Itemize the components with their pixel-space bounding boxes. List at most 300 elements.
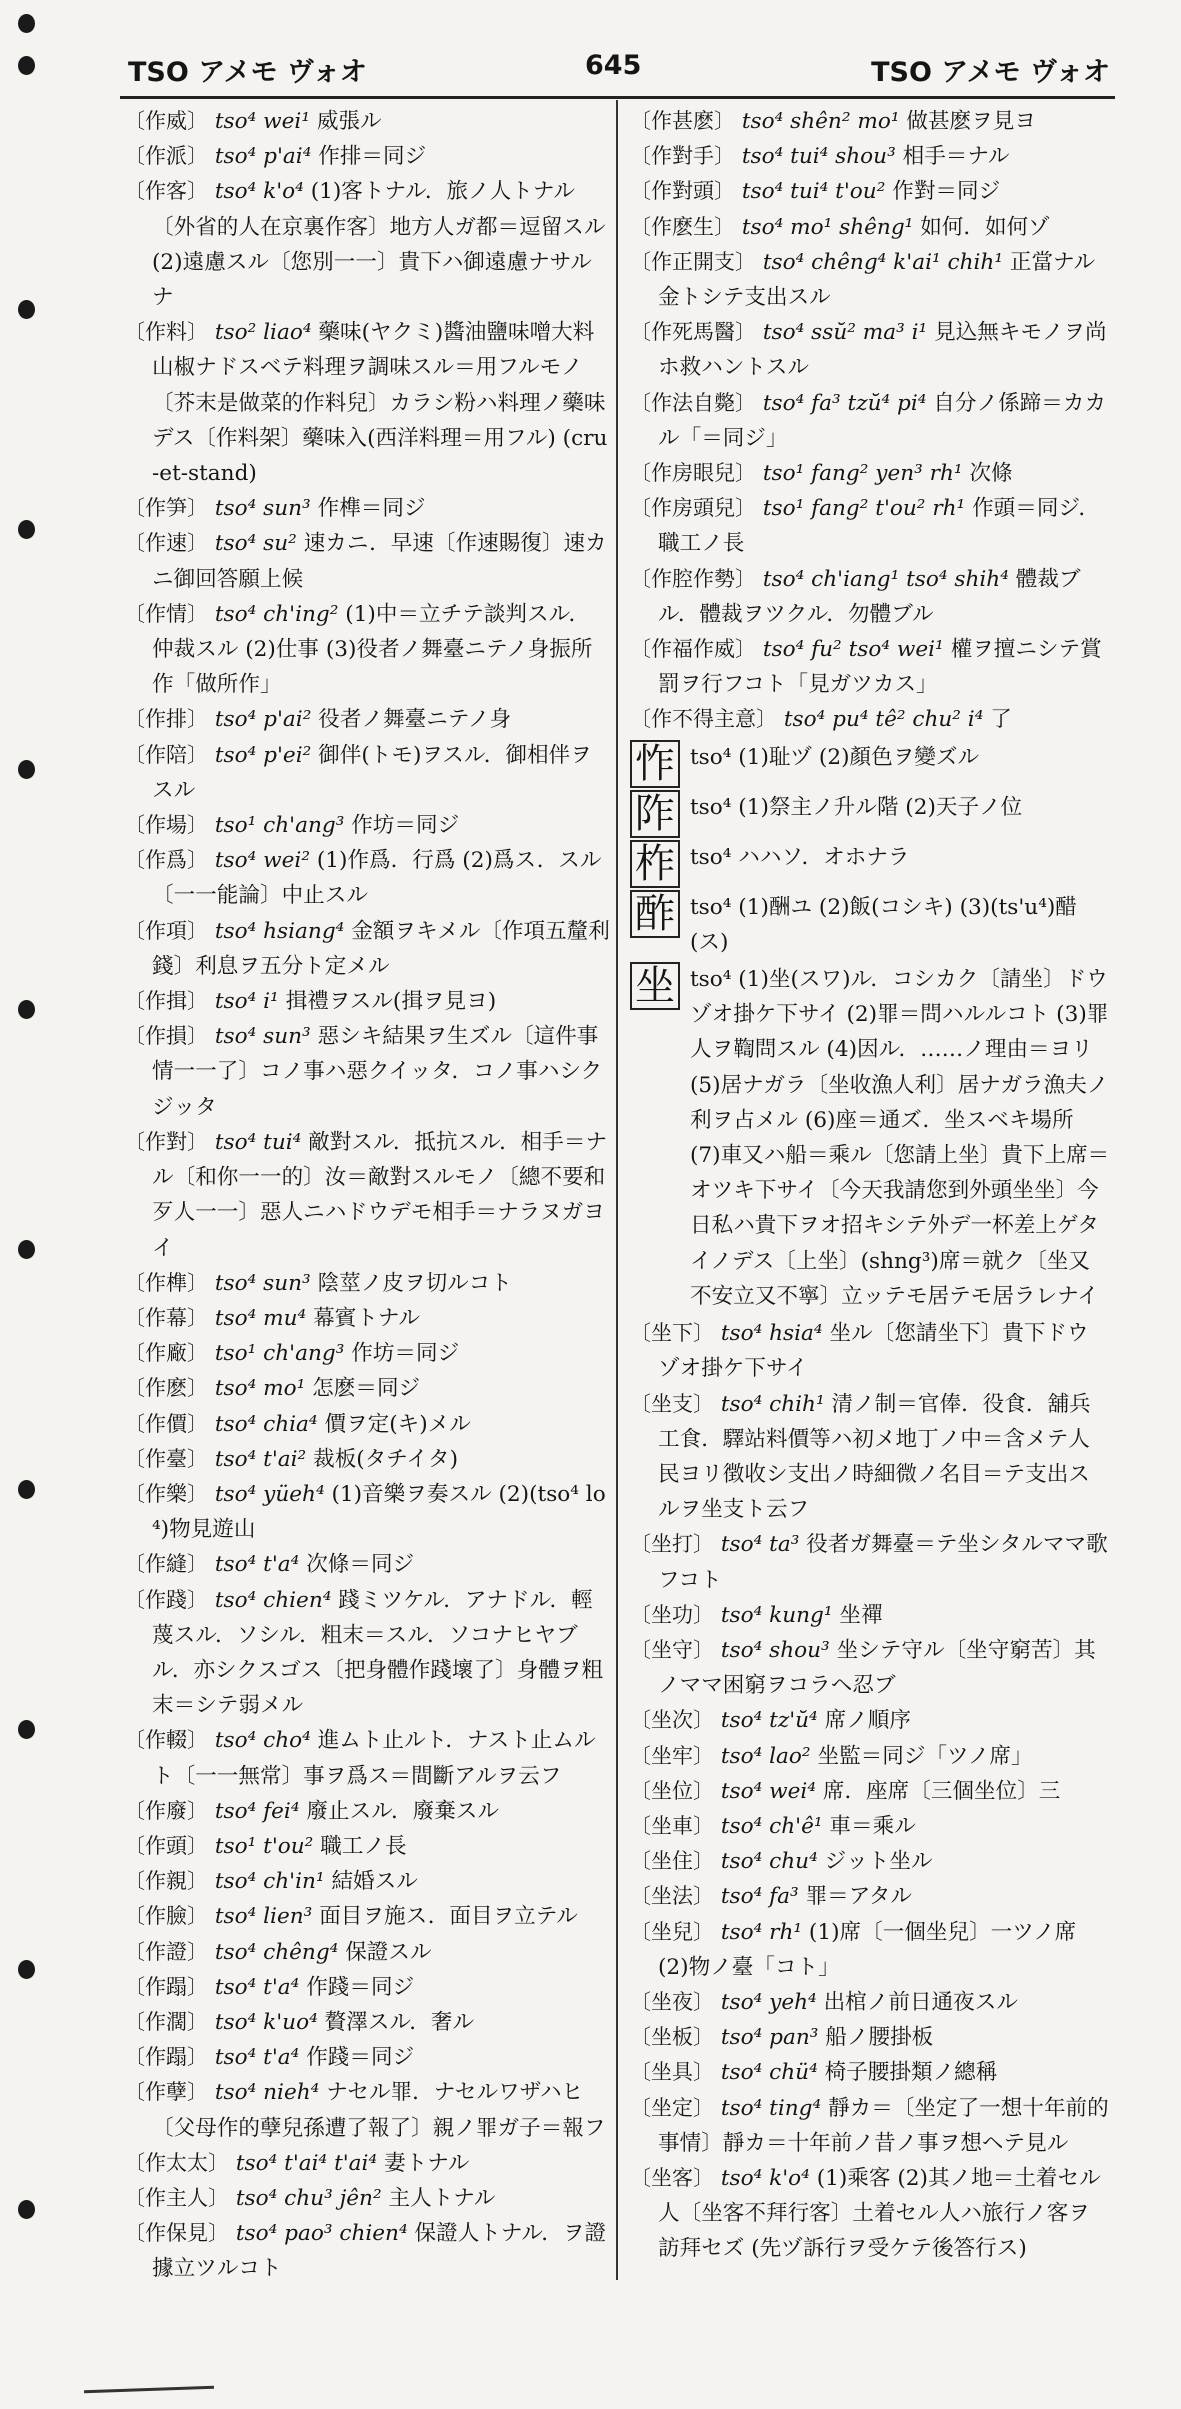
entry-definition: 坐監＝同ジ「ツノ席」 [817, 1743, 1033, 1769]
dictionary-entry [630, 210, 1110, 245]
entry-definition: 廢止スル．廢棄スル [306, 1798, 499, 1824]
entry-romanization: tso⁴ sun³ [214, 1024, 311, 1050]
dictionary-entry [630, 1739, 1110, 1774]
dictionary-entry [124, 1336, 610, 1371]
entry-romanization: tso⁴ nieh⁴ [214, 2080, 320, 2106]
entry-headword: 〔作輟〕 [124, 1728, 208, 1753]
entry-headword: 〔作樂〕 [124, 1481, 208, 1506]
entry-headword: 〔坐具〕 [630, 2060, 714, 2085]
entry-headword: 〔作廠〕 [124, 1341, 208, 1366]
binding-holes [0, 0, 56, 2409]
entry-romanization: tso⁴ chu³ jên² [235, 2185, 382, 2211]
entry-definition: 作踐＝同ジ [306, 2045, 415, 2071]
entry-definition: 車＝乘ル [829, 1813, 916, 1839]
entry-romanization: tso⁴ pu⁴ tê² chu² i⁴ [783, 707, 984, 733]
dictionary-entry [124, 1301, 610, 1336]
header-left: TSO アメモ ヴォオ [128, 57, 367, 88]
entry-romanization: tso⁴ t'a⁴ [214, 1974, 300, 2000]
entry-romanization: tso¹ fang² t'ou² rh¹ [762, 496, 966, 522]
entry-headword: 〔坐打〕 [630, 1532, 714, 1557]
dictionary-entry [124, 2040, 610, 2075]
entry-headword: 〔作爲〕 [124, 848, 208, 873]
entry-headword: 〔作場〕 [124, 813, 208, 838]
binding-hole [18, 1720, 35, 1739]
entry-romanization: tso⁴ chêng⁴ k'ai¹ chih¹ [762, 249, 1003, 275]
dictionary-entry [124, 808, 610, 843]
entry-definition: 正當ナル金トシテ支出スル [658, 249, 1096, 311]
entry-definition: 席ノ順序 [824, 1708, 911, 1734]
entry-definition: 體裁ブル．體裁ヲツクル．勿體ブル [658, 566, 1081, 627]
page-number: 645 [585, 50, 642, 81]
dictionary-entry [124, 1407, 610, 1442]
dictionary-entry [124, 1794, 610, 1829]
character-entry [630, 962, 1110, 1314]
dictionary-entry [124, 1899, 610, 1934]
dictionary-entry [630, 632, 1110, 702]
entry-romanization: tso⁴ pao³ chien⁴ [235, 2221, 408, 2247]
entry-definition: 職工ノ長 [320, 1833, 407, 1859]
entry-romanization: tso⁴ tui⁴ shou³ [741, 144, 896, 170]
dictionary-entry [124, 843, 610, 913]
entry-romanization: tso⁴ chia⁴ [214, 1411, 318, 1437]
entry-romanization: tso⁴ wei¹ [214, 109, 310, 134]
left-column [124, 104, 610, 2287]
page-header [120, 42, 1110, 94]
dictionary-entry [124, 738, 610, 808]
dictionary-entry [630, 1809, 1110, 1844]
dictionary-entry [630, 2091, 1110, 2161]
entry-headword: 〔作親〕 [124, 1869, 208, 1894]
dictionary-entry [124, 1864, 610, 1899]
entry-romanization: tso⁴ pan³ [720, 2025, 819, 2051]
entry-headword: 〔作法自斃〕 [630, 390, 756, 415]
entry-headword: 〔作對頭〕 [630, 179, 735, 204]
entry-definition: 靜カ＝〔坐定了一想十年前的事情〕靜カ＝十年前ノ昔ノ事ヲ想ヘテ見ル [658, 2095, 1109, 2156]
dictionary-entry [630, 1316, 1110, 1386]
entry-definition: 保證人トナル．ヲ證據立ツルコト [152, 2221, 607, 2282]
entry-headword: 〔作榫〕 [124, 1270, 208, 1295]
dictionary-entry [630, 1915, 1110, 1985]
entry-romanization: tso⁴ ch'in¹ [214, 1869, 325, 1895]
entry-definition: 威張ル [316, 109, 382, 134]
entry-definition: 裁板(タチイタ) [313, 1446, 458, 1472]
entry-headword: 〔作對手〕 [630, 144, 735, 169]
dictionary-entry [630, 315, 1110, 385]
entry-headword: 〔作項〕 [124, 918, 208, 943]
dictionary-entry [124, 1970, 610, 2005]
entry-headword: 〔作幕〕 [124, 1305, 208, 1330]
entry-definition: 藥味(ヤクミ)醬油鹽味噌大料山椒ナドスベテ料理ヲ調味スル＝用フルモノ〔芥末是做菜的作料兒〕カラシ粉ハ料理ノ藥味デス〔作料架〕藥味入(西洋料理＝用フル) (cru-et-stand) [152, 320, 608, 487]
entry-headword: 〔作死馬醫〕 [630, 320, 756, 345]
header-right: TSO アメモ ヴォオ [871, 57, 1110, 88]
entry-definition: 作坊＝同ジ [351, 813, 460, 839]
entry-definition: 御伴(トモ)ヲスル．御相伴ヲスル [152, 742, 592, 803]
dictionary-entry [630, 1387, 1110, 1528]
dictionary-entry [124, 1547, 610, 1582]
character-headword: 怍 [630, 740, 680, 788]
entry-headword: 〔作甚麽〕 [630, 109, 735, 133]
dictionary-entry [124, 702, 610, 737]
entry-definition: 役者ノ舞臺ニテノ身 [318, 707, 512, 733]
entry-definition: 役者ガ舞臺＝テ坐シタルママ歌フコト [658, 1532, 1108, 1593]
entry-definition: 如何．如何ゾ [920, 214, 1050, 240]
entry-headword: 〔作價〕 [124, 1411, 208, 1436]
dictionary-entry [124, 1829, 610, 1864]
entry-definition: 罪＝アタル [805, 1884, 913, 1910]
entry-headword: 〔作對〕 [124, 1129, 208, 1154]
entry-headword: 〔作料〕 [124, 320, 208, 345]
entry-headword: 〔坐位〕 [630, 1778, 714, 1803]
entry-romanization: tso² liao⁴ [214, 320, 312, 346]
entry-romanization: tso⁴ p'ai² [214, 707, 312, 733]
entry-definition: 保證スル [345, 1939, 432, 1965]
dictionary-entry [124, 1477, 610, 1547]
entry-romanization: tso⁴ lien³ [214, 1904, 313, 1930]
binding-hole [18, 1000, 35, 1019]
entry-headword: 〔作頭〕 [124, 1833, 208, 1858]
entry-definition: 惡シキ結果ヲ生ズル〔這件事情一一了〕コノ事ハ惡クイッタ．コノ事ハシクジッタ [152, 1024, 603, 1120]
entry-romanization: tso⁴ p'ai⁴ [214, 144, 312, 170]
entry-headword: 〔作腔作勢〕 [630, 566, 756, 591]
entry-headword: 〔作正開支〕 [630, 249, 756, 274]
entry-definition: 做甚麽ヲ見ヨ [906, 109, 1036, 134]
entry-definition: (1)中＝立チテ談判スル．仲裁スル (2)仕事 (3)役者ノ舞臺ニテノ身振所作「做所作」 [152, 601, 593, 698]
entry-definition: 清ノ制＝官俸．役食．舖兵工食．驛站料價等ハ初メ地丁ノ中＝含メテ人民ヨリ徴收シ支出ノ時細微ノ名目＝テ支出スルヲ坐支ト云フ [658, 1391, 1091, 1523]
entry-headword: 〔作麽〕 [124, 1376, 208, 1401]
entry-romanization: tso⁴ mu⁴ [214, 1305, 307, 1331]
character-entry [630, 790, 1110, 838]
right-column-entries-after [630, 1316, 1110, 2266]
dictionary-entry [124, 174, 610, 315]
entry-headword: 〔作證〕 [124, 1939, 208, 1964]
entry-definition: 價ヲ定(キ)メル [324, 1411, 471, 1437]
character-definition: tso⁴ (1)坐(スワ)ル．コシカク〔請坐〕ドウゾオ掛ケ下サイ (2)罪＝問ハルルコト (3)罪人ヲ鞫問スル (4)因ル．……ノ理由＝ヨリ (5)居ナガラ〔坐收漁人利〕居ナガラ漁夫ノ利ヲ占メル (6)座＝通ズ．坐スベキ場所 (7)車又ハ船＝乘ル〔您請上坐〕貴下上席＝オツキ下サイ〔今天我請您到外頭坐坐〕今日私ハ貴下ヲオ招キシテ外デ一杯差上ゲタイノデス〔上坐〕(shng³)席＝就ク〔坐又不安立又不寧〕立ッテモ居テモ居ラレナイ [690, 967, 1110, 1309]
binding-hole [18, 2200, 35, 2219]
character-entry [630, 740, 1110, 788]
character-definition: tso⁴ ハハソ．オホナラ [690, 844, 910, 870]
binding-hole [18, 760, 35, 779]
entry-definition: (1)作爲．行爲 (2)爲ス．スル〔一一能論〕中止スル [152, 848, 602, 909]
entry-romanization: tso⁴ tui⁴ t'ou² [741, 179, 886, 205]
entry-romanization: tso⁴ t'a⁴ [214, 2045, 300, 2071]
entry-headword: 〔作麽生〕 [630, 214, 735, 239]
binding-hole [18, 1960, 35, 1979]
entry-headword: 〔作情〕 [124, 601, 208, 626]
entry-definition: 陰莖ノ皮ヲ切ルコト [317, 1270, 512, 1296]
dictionary-entry [124, 2216, 610, 2286]
entry-romanization: tso⁴ chu⁴ [720, 1849, 818, 1875]
entry-definition: (1)乘客 (2)其ノ地＝土着セル人〔坐客不拜行客〕土着セル人ハ旅行ノ客ヲ訪拜セズ (先ヅ訴行ヲ受ケテ後答行ス) [658, 2165, 1101, 2262]
entry-romanization: tso⁴ tz'ŭ⁴ [720, 1708, 818, 1734]
entry-romanization: tso⁴ fei⁴ [214, 1798, 300, 1824]
entry-headword: 〔坐兒〕 [630, 1919, 714, 1944]
entry-romanization: tso⁴ ssŭ² ma³ i¹ [762, 320, 928, 346]
dictionary-entry [630, 2020, 1110, 2055]
entry-definition: 結婚スル [331, 1869, 418, 1895]
binding-hole [18, 56, 35, 75]
entry-romanization: tso¹ ch'ang³ [214, 1341, 345, 1367]
entry-definition: 坐ル〔您請坐下〕貴下ドウゾオ掛ケ下サイ [658, 1321, 1089, 1382]
entry-romanization: tso⁴ mo¹ [214, 1376, 306, 1402]
entry-romanization: tso⁴ fa³ tzŭ⁴ pi⁴ [762, 390, 927, 416]
entry-romanization: tso⁴ chien⁴ [214, 1587, 332, 1613]
dictionary-entry [124, 2146, 610, 2181]
dictionary-entry [124, 2075, 610, 2145]
entry-romanization: tso⁴ ch'ing² [214, 601, 339, 627]
entry-headword: 〔作排〕 [124, 707, 208, 732]
entry-definition: (1)客トナル．旅ノ人トナル〔外省的人在京裏作客〕地方人ガ都＝逗留スル (2)遠慮スル〔您別一一〕貴下ハ御遠慮ナサルナ [152, 179, 606, 311]
character-entry [630, 890, 1110, 960]
entry-romanization: tso⁴ ta³ [720, 1532, 800, 1558]
entry-romanization: tso⁴ shou³ [720, 1637, 830, 1663]
entry-headword: 〔坐次〕 [630, 1708, 714, 1733]
entry-headword: 〔坐支〕 [630, 1391, 714, 1416]
dictionary-entry [124, 104, 610, 139]
dictionary-entry [124, 1266, 610, 1301]
entry-romanization: tso¹ fang² yen³ rh¹ [762, 461, 963, 487]
entry-definition: ジット坐ル [824, 1849, 933, 1875]
dictionary-entry [124, 2005, 610, 2040]
entry-romanization: tso⁴ t'ai⁴ t'ai⁴ [235, 2150, 378, 2176]
entry-romanization: tso⁴ su² [214, 531, 297, 557]
dictionary-entry [630, 491, 1110, 561]
dictionary-entry [630, 702, 1110, 737]
entry-headword: 〔作損〕 [124, 1024, 208, 1049]
dictionary-entry [124, 597, 610, 703]
binding-hole [18, 520, 35, 539]
entry-definition: 贅澤スル．奢ル [324, 2009, 475, 2035]
character-headword: 柞 [630, 840, 680, 888]
entry-definition: 金額ヲキメル〔作項五釐利錢〕利息ヲ五分ト定メル [152, 918, 610, 979]
entry-definition: 主人トナル [388, 2185, 496, 2211]
entry-headword: 〔作笋〕 [124, 496, 208, 521]
entry-headword: 〔作不得主意〕 [630, 707, 777, 732]
entry-headword: 〔坐住〕 [630, 1849, 714, 1874]
entry-headword: 〔作濶〕 [124, 2009, 208, 2034]
dictionary-entry [124, 984, 610, 1019]
entry-definition: 出棺ノ前日通夜スル [823, 1989, 1018, 2015]
entry-definition: 船ノ腰掛板 [825, 2025, 934, 2051]
entry-definition: ナセル罪．ナセルワザハヒ〔父母作的孽兒孫遭了報了〕親ノ罪ガ子＝報フ [152, 2080, 606, 2141]
entry-headword: 〔作陪〕 [124, 742, 208, 767]
entry-romanization: tso⁴ chih¹ [720, 1391, 825, 1417]
binding-hole [18, 1240, 35, 1259]
entry-romanization: tso⁴ k'o⁴ [214, 179, 304, 205]
entry-headword: 〔坐客〕 [630, 2165, 714, 2190]
entry-romanization: tso⁴ wei² [214, 848, 310, 874]
entry-headword: 〔坐夜〕 [630, 1989, 714, 2014]
entry-headword: 〔作廢〕 [124, 1798, 208, 1823]
right-column [630, 104, 1110, 2267]
entry-definition: 面目ヲ施ス．面目ヲ立テル [319, 1904, 578, 1930]
dictionary-entry [630, 104, 1110, 139]
entry-romanization: tso⁴ t'a⁴ [214, 1552, 300, 1578]
entry-definition: 敵對スル．抵抗スル．相手＝ナル〔和你一一的〕汝＝敵對スルモノ〔總不要和歹人一一〕惡人ニハドウデモ相手＝ナラヌガヨイ [152, 1129, 608, 1261]
entry-headword: 〔作速〕 [124, 531, 208, 556]
dictionary-entry [630, 1527, 1110, 1597]
entry-definition: 次條 [969, 461, 1013, 487]
entry-romanization: tso⁴ chêng⁴ [214, 1939, 339, 1965]
entry-headword: 〔作派〕 [124, 144, 208, 169]
entry-definition: 進ムト止ルト．ナスト止ムルト〔一一無常〕事ヲ爲ス＝間斷アルヲ云フ [152, 1728, 596, 1789]
entry-romanization: tso⁴ yüeh⁴ [214, 1481, 325, 1507]
entry-romanization: tso⁴ shên² mo¹ [741, 109, 900, 134]
entry-romanization: tso⁴ fa³ [720, 1884, 799, 1910]
dictionary-entry [124, 1583, 610, 1724]
entry-headword: 〔作保見〕 [124, 2221, 229, 2246]
entry-romanization: tso⁴ tui⁴ [214, 1129, 302, 1155]
entry-definition: 妻トナル [384, 2150, 470, 2176]
dictionary-entry [630, 386, 1110, 456]
entry-headword: 〔作威〕 [124, 109, 208, 133]
entry-definition: 坐シテ守ル〔坐守窮苦〕其ノママ困窮ヲコラヘ忍ブ [658, 1637, 1096, 1699]
dictionary-entry [630, 1985, 1110, 2020]
character-entry [630, 840, 1110, 888]
entry-definition: 相手＝ナル [902, 144, 1010, 170]
character-definition: tso⁴ (1)祭主ノ升ル階 (2)天子ノ位 [690, 794, 1023, 820]
entry-definition: 作排＝同ジ [318, 144, 427, 170]
binding-hole [18, 1480, 35, 1499]
entry-romanization: tso⁴ k'uo⁴ [214, 2009, 318, 2035]
entry-romanization: tso⁴ cho⁴ [214, 1728, 311, 1754]
entry-definition: 速カニ．早速〔作速賜復〕速カニ御回答願上候 [152, 531, 607, 592]
entry-definition: 權ヲ擅ニシテ賞罰ヲ行フコト「見ガツカス」 [658, 637, 1102, 698]
entry-romanization: tso⁴ hsiang⁴ [214, 918, 345, 944]
entry-definition: (1)席〔一個坐兒〕一ツノ席 (2)物ノ臺「コト」 [658, 1919, 1077, 1980]
entry-headword: 〔作臺〕 [124, 1446, 208, 1471]
dictionary-entry [124, 526, 610, 596]
dictionary-entry [630, 562, 1110, 632]
entry-romanization: tso⁴ p'ei² [214, 742, 312, 768]
entry-headword: 〔作臉〕 [124, 1904, 208, 1929]
header-rule [120, 96, 1115, 99]
entry-romanization: tso⁴ kung¹ [720, 1602, 833, 1628]
entry-headword: 〔坐功〕 [630, 1602, 714, 1627]
character-headword: 坐 [630, 962, 680, 1010]
entry-headword: 〔坐車〕 [630, 1813, 714, 1838]
dictionary-entry [630, 2161, 1110, 2267]
entry-definition: (1)音樂ヲ奏スル (2)(tso⁴ lo⁴)物見遊山 [152, 1481, 606, 1543]
entry-headword: 〔作房頭兒〕 [630, 496, 756, 521]
entry-romanization: tso⁴ hsia⁴ [720, 1321, 823, 1347]
entry-headword: 〔作蹋〕 [124, 1974, 208, 1999]
entry-definition: 席．座席〔三個坐位〕三 [822, 1778, 1061, 1804]
entry-romanization: tso⁴ fu² tso⁴ wei¹ [762, 637, 944, 663]
entry-headword: 〔坐法〕 [630, 1884, 714, 1909]
character-entries [630, 740, 1110, 1314]
entry-definition: 怎麽＝同ジ [312, 1376, 421, 1402]
binding-hole [18, 14, 35, 33]
dictionary-entry [124, 315, 610, 491]
dictionary-entry [630, 174, 1110, 209]
dictionary-entry [124, 1019, 610, 1125]
character-headword: 阼 [630, 790, 680, 838]
dictionary-entry [630, 245, 1110, 315]
entry-definition: 了 [990, 707, 1012, 733]
entry-headword: 〔作踐〕 [124, 1587, 208, 1612]
entry-romanization: tso⁴ t'ai² [214, 1446, 307, 1472]
dictionary-entry [630, 1774, 1110, 1809]
dictionary-entry [630, 1598, 1110, 1633]
entry-headword: 〔坐守〕 [630, 1637, 714, 1662]
dictionary-entry [124, 1723, 610, 1793]
entry-definition: 作榫＝同ジ [317, 496, 426, 522]
entry-romanization: tso⁴ sun³ [214, 496, 311, 522]
dictionary-entry [124, 914, 610, 984]
entry-definition: 見込無キモノヲ尚ホ救ハントスル [658, 320, 1107, 381]
entry-romanization: tso⁴ i¹ [214, 989, 279, 1015]
dictionary-entry [630, 1879, 1110, 1914]
entry-headword: 〔作孽〕 [124, 2080, 208, 2105]
character-definition: tso⁴ (1)酬ユ (2)飯(コシキ) (3)(ts'u⁴)醋(ス) [690, 894, 1077, 955]
character-definition: tso⁴ (1)耻ヅ (2)顏色ヲ變ズル [690, 744, 980, 770]
entry-headword: 〔作客〕 [124, 179, 208, 204]
entry-definition: 揖禮ヲスル(揖ヲ見ヨ) [285, 989, 497, 1015]
entry-headword: 〔作蹋〕 [124, 2045, 208, 2070]
entry-definition: 椅子腰掛類ノ總稱 [824, 2060, 998, 2086]
entry-romanization: tso⁴ yeh⁴ [720, 1989, 817, 2015]
entry-romanization: tso⁴ sun³ [214, 1270, 311, 1296]
entry-romanization: tso⁴ mo¹ shêng¹ [741, 214, 914, 240]
entry-headword: 〔作主人〕 [124, 2185, 229, 2210]
right-column-entries [630, 104, 1110, 738]
entry-definition: 作對＝同ジ [892, 179, 1001, 205]
entry-headword: 〔坐板〕 [630, 2025, 714, 2050]
entry-headword: 〔坐定〕 [630, 2095, 714, 2120]
entry-romanization: tso⁴ ch'iang¹ tso⁴ shih⁴ [762, 566, 1009, 592]
entry-definition: 作坊＝同ジ [351, 1341, 460, 1367]
entry-definition: 作踐＝同ジ [306, 1974, 415, 2000]
dictionary-entry [124, 1935, 610, 1970]
dictionary-entry [630, 139, 1110, 174]
entry-romanization: tso⁴ k'o⁴ [720, 2165, 810, 2191]
entry-headword: 〔作福作威〕 [630, 637, 756, 662]
entry-headword: 〔作太太〕 [124, 2150, 229, 2175]
entry-definition: 次條＝同ジ [306, 1552, 415, 1578]
dictionary-entry [124, 1371, 610, 1406]
entry-headword: 〔作揖〕 [124, 989, 208, 1014]
entry-definition: 自分ノ係蹄＝カカル「＝同ジ」 [658, 390, 1107, 451]
entry-definition: 踐ミツケル．アナドル．輕蔑スル．ソシル．粗末＝スル．ソコナヒヤブル．亦シクスゴス〔把身體作踐壞了〕身體ヲ粗末＝シテ弱メル [152, 1587, 604, 1719]
entry-romanization: tso⁴ lao² [720, 1743, 811, 1769]
dictionary-entry [630, 1633, 1110, 1703]
scan-mark [84, 2386, 214, 2394]
entry-romanization: tso⁴ rh¹ [720, 1919, 803, 1945]
entry-headword: 〔坐牢〕 [630, 1743, 714, 1768]
binding-hole [18, 300, 35, 319]
column-divider [616, 100, 618, 2280]
dictionary-entry [630, 1844, 1110, 1879]
dictionary-entry [630, 456, 1110, 491]
entry-romanization: tso¹ t'ou² [214, 1833, 314, 1859]
dictionary-entry [124, 1125, 610, 1266]
entry-romanization: tso⁴ ting⁴ [720, 2095, 822, 2121]
dictionary-entry [124, 1442, 610, 1477]
dictionary-entry [630, 2055, 1110, 2090]
entry-headword: 〔作房眼兒〕 [630, 461, 756, 486]
entry-romanization: tso⁴ chü⁴ [720, 2060, 818, 2086]
entry-definition: 幕賓トナル [313, 1305, 420, 1331]
dictionary-entry [124, 2181, 610, 2216]
entry-headword: 〔作縫〕 [124, 1552, 208, 1577]
entry-headword: 〔坐下〕 [630, 1321, 714, 1346]
entry-romanization: tso⁴ wei⁴ [720, 1778, 816, 1804]
dictionary-entry [124, 139, 610, 174]
entry-romanization: tso¹ ch'ang³ [214, 813, 345, 839]
entry-romanization: tso⁴ ch'ê¹ [720, 1813, 823, 1839]
entry-definition: 作頭＝同ジ．職工ノ長 [658, 496, 1100, 557]
entry-definition: 坐禪 [839, 1602, 883, 1628]
